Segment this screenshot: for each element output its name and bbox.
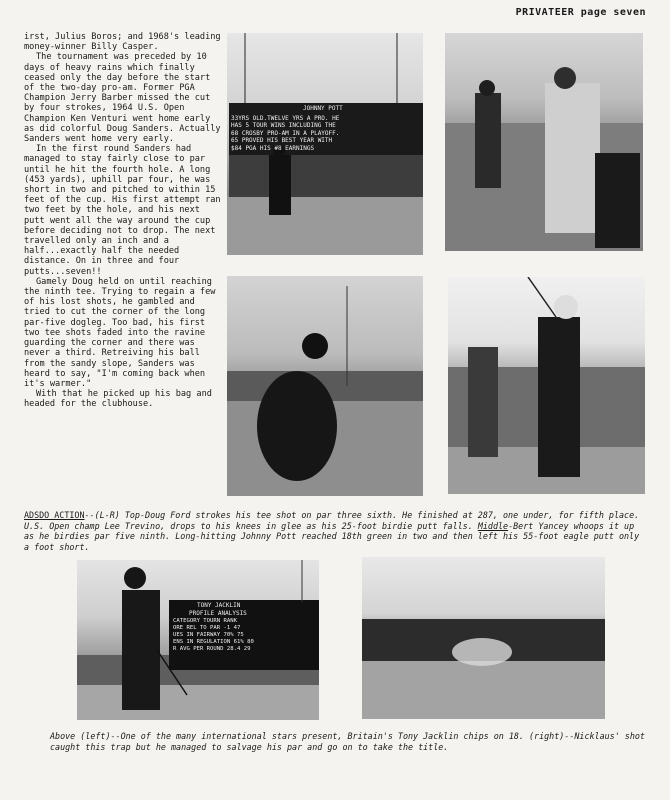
scoreboard2-row: ENS IN REGULATION 61% 80 bbox=[173, 639, 254, 645]
photo-yancey-whooping bbox=[448, 277, 645, 494]
caption-lead: ADSDO ACTION bbox=[24, 510, 85, 520]
scoreboard-name: JOHNNY POTT bbox=[303, 105, 343, 112]
scoreboard2-header: CATEGORY TOURN RANK bbox=[173, 618, 237, 624]
photo-jacklin-chipping bbox=[77, 560, 319, 720]
caption-text: -Bert Yancey whoops it up as he birdies par five ninth. Long-hitting Johnny Pott reached 18th green in two and then left his 55-foot eagle putt only a foot short. bbox=[24, 520, 640, 552]
scoreboard2-title: PROFILE ANALYSIS bbox=[189, 610, 247, 617]
photo-trevino-celebrating bbox=[445, 33, 643, 251]
article-paragraph: irst, Julius Boros; and 1968's leading money-winner Billy Casper. bbox=[24, 32, 221, 53]
photo-nicklaus-sand-trap bbox=[362, 557, 605, 719]
scoreboard-text bbox=[231, 115, 421, 152]
scoreboard2-row: ORE REL TO PAR -1 47 bbox=[173, 625, 241, 631]
scoreboard-line: 33YRS OLD.TWELVE YRS A PRO. HE bbox=[231, 115, 340, 122]
scoreboard2-row: R AVG PER ROUND 28.4 29 bbox=[173, 646, 251, 652]
photo-doug-ford-tee-shot bbox=[227, 33, 423, 255]
scoreboard-line: HAS 5 TOUR WINS INCLUDING THE bbox=[231, 122, 336, 130]
caption-text: --(L-R) Top-Doug Ford strokes his tee shot on par three sixth. He finished at 287, one under, for fifth place. U.S. Open champ Lee Trevino, drops to his knees in glee as his 25-foot birdie putt falls. bbox=[24, 510, 640, 531]
scoreboard2-name: TONY JACKLIN bbox=[197, 602, 241, 609]
scoreboard-line: $84 PGA HIS #8 EARNINGS bbox=[231, 144, 315, 152]
article-body bbox=[24, 32, 222, 410]
scoreboard-line: 68 CROSBY PRO-AM IN A PLAYOFF. bbox=[231, 129, 340, 137]
page-header: PRIVATEER page seven bbox=[515, 7, 646, 18]
scoreboard-line: 65 PROVED HIS BEST YEAR WITH bbox=[231, 137, 333, 145]
caption-top bbox=[24, 510, 644, 552]
scoreboard2-table bbox=[173, 618, 319, 653]
caption-bottom: Above (left)--One of the many international stars present, Britain's Tony Jacklin chips on 18. (right)--Nicklaus' shot caught this trap but he managed to salvage his par and go on to take the title. bbox=[50, 731, 645, 752]
scoreboard2-row: UES IN FAIRWAY 70% 75 bbox=[173, 632, 244, 638]
photo-golfer-crouching bbox=[227, 276, 423, 496]
article-paragraph: Gamely Doug held on until reaching the ninth tee. Trying to regain a few of his lost shots, he gambled and tried to cut the corner of the long par-five dogleg. Too bad, his first two tee shots faded into the ravine guarding the corner and there was never a third. Retreiving his ball from the sandy slope, Sanders was heard to say, "I'm coming back when it's warmer." bbox=[24, 276, 216, 389]
caption-middle-label: Middle bbox=[477, 520, 509, 531]
article-paragraph: With that he picked up his bag and headed for the clubhouse. bbox=[24, 389, 212, 410]
article-paragraph: The tournament was preceded by 10 days of heavy rains which finally ceased only the day before the start of the two-day pro-am. Former PGA Champion Jerry Barber missed the cut by four strokes, 1964 U.S. Open Champion Ken Venturi went home early as did colorful Doug Sanders. Actually Sanders went home very early. bbox=[24, 52, 221, 145]
article-paragraph: In the first round Sanders had managed to stay fairly close to par until he hit the fourth hole. A long (453 yards), uphill par four, he was short in two and pitched to within 15 feet of the cup. His first attempt ran two feet by the hole, and his next putt went all the way around the cup before deciding not to drop. The next travelled only an inch and a half...exactly half the needed distance. On in three and four putts...seven!! bbox=[24, 144, 221, 277]
